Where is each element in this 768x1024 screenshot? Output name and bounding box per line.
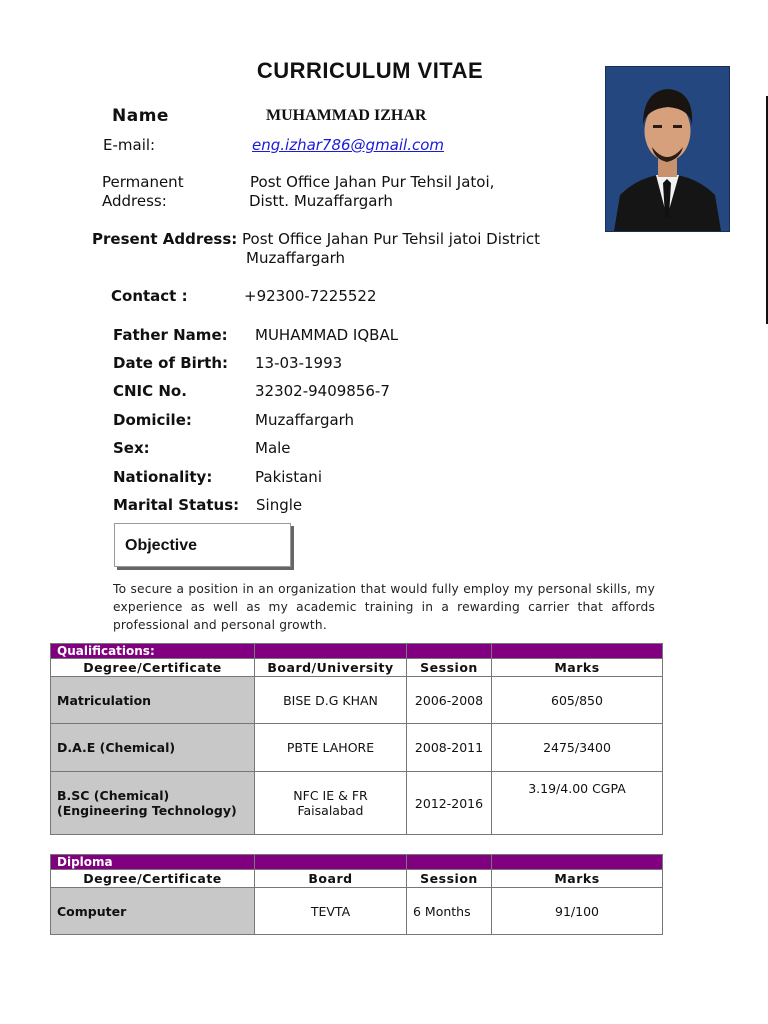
- board-cell: [255, 772, 407, 835]
- permanent-address-label-line1: Permanent: [102, 173, 184, 191]
- marks-cell: 605/850: [492, 677, 663, 724]
- board-cell: PBTE LAHORE: [255, 724, 407, 772]
- degree-line2: (Engineering Technology): [57, 803, 237, 818]
- col-degree-header: Degree/Certificate: [51, 659, 255, 677]
- col-board-header: Board/University: [255, 659, 407, 677]
- cnic-value: 32302-9409856-7: [255, 382, 390, 400]
- qualifications-title: Qualifications:: [51, 644, 255, 659]
- board-cell: TEVTA: [255, 888, 407, 935]
- contact-value: +92300-7225522: [244, 287, 377, 305]
- marital-status-value: Single: [256, 496, 303, 514]
- profile-photo: [605, 66, 730, 232]
- marital-status-label: Marital Status:: [113, 496, 240, 514]
- present-address-line1: Post Office Jahan Pur Tehsil jatoi District: [242, 230, 541, 248]
- date-of-birth-value: 13-03-1993: [255, 354, 343, 372]
- degree-cell: Computer: [51, 888, 255, 935]
- contact-label: Contact :: [111, 287, 188, 305]
- domicile-value: Muzaffargarh: [255, 411, 355, 429]
- page-title: CURRICULUM VITAE: [256, 58, 484, 83]
- father-name-label: Father Name:: [113, 326, 228, 344]
- board-cell: BISE D.G KHAN: [255, 677, 407, 724]
- cnic-label: CNIC No.: [113, 382, 187, 400]
- objective-text: To secure a position in an organization that would fully employ my personal skills, my experience as well as my academic training in a rewarding carrier that affords professional and personal growth.: [113, 582, 655, 632]
- degree-cell: D.A.E (Chemical): [51, 724, 255, 772]
- marks-cell: 2475/3400: [492, 724, 663, 772]
- person-photo-icon: [606, 67, 729, 231]
- nationality-label: Nationality:: [113, 468, 213, 486]
- date-of-birth-label: Date of Birth:: [113, 354, 229, 372]
- session-cell: 2008-2011: [407, 724, 492, 772]
- table-row: [51, 677, 663, 724]
- name-label: Name: [112, 106, 169, 126]
- col-degree-header: Degree/Certificate: [51, 870, 255, 888]
- diploma-title-row: [51, 855, 663, 870]
- present-address-line2: Muzaffargarh: [246, 249, 346, 267]
- degree-cell: Matriculation: [51, 677, 255, 724]
- col-session-header: Session: [407, 870, 492, 888]
- diploma-table: [50, 854, 663, 935]
- qualifications-header-row: [51, 659, 663, 677]
- permanent-address-line1: Post Office Jahan Pur Tehsil Jatoi,: [250, 173, 495, 191]
- table-row: [51, 772, 663, 835]
- col-session-header: Session: [407, 659, 492, 677]
- col-marks-header: Marks: [492, 659, 663, 677]
- nationality-value: Pakistani: [255, 468, 322, 486]
- sex-label: Sex:: [113, 439, 150, 457]
- marks-cell: 3.19/4.00 CGPA: [492, 772, 663, 835]
- qualifications-title-row: [51, 644, 663, 659]
- col-board-header: Board: [255, 870, 407, 888]
- marks-cell: 91/100: [492, 888, 663, 935]
- diploma-title: Diploma: [51, 855, 255, 870]
- father-name-value: MUHAMMAD IQBAL: [255, 326, 399, 344]
- table-row: [51, 724, 663, 772]
- objective-heading-box: [114, 523, 291, 567]
- objective-heading: Objective: [125, 537, 198, 554]
- board-line2: Faisalabad: [297, 803, 364, 818]
- board-line1: NFC IE & FR: [293, 788, 368, 803]
- col-marks-header: Marks: [492, 870, 663, 888]
- diploma-header-row: [51, 870, 663, 888]
- domicile-label: Domicile:: [113, 411, 192, 429]
- permanent-address-line2: Distt. Muzaffargarh: [249, 192, 393, 210]
- session-cell: 2006-2008: [407, 677, 492, 724]
- email-link[interactable]: eng.izhar786@gmail.com: [252, 136, 445, 154]
- email-label: E-mail:: [103, 136, 156, 154]
- session-cell: 2012-2016: [407, 772, 492, 835]
- degree-cell: [51, 772, 255, 835]
- degree-line1: B.SC (Chemical): [57, 788, 170, 803]
- table-row: [51, 888, 663, 935]
- present-address-label: Present Address:: [92, 230, 238, 248]
- qualifications-table: [50, 643, 663, 835]
- permanent-address-label-line2: Address:: [102, 192, 167, 210]
- sex-value: Male: [255, 439, 291, 457]
- name-value: MUHAMMAD IZHAR: [266, 107, 427, 124]
- session-cell: 6 Months: [407, 888, 492, 935]
